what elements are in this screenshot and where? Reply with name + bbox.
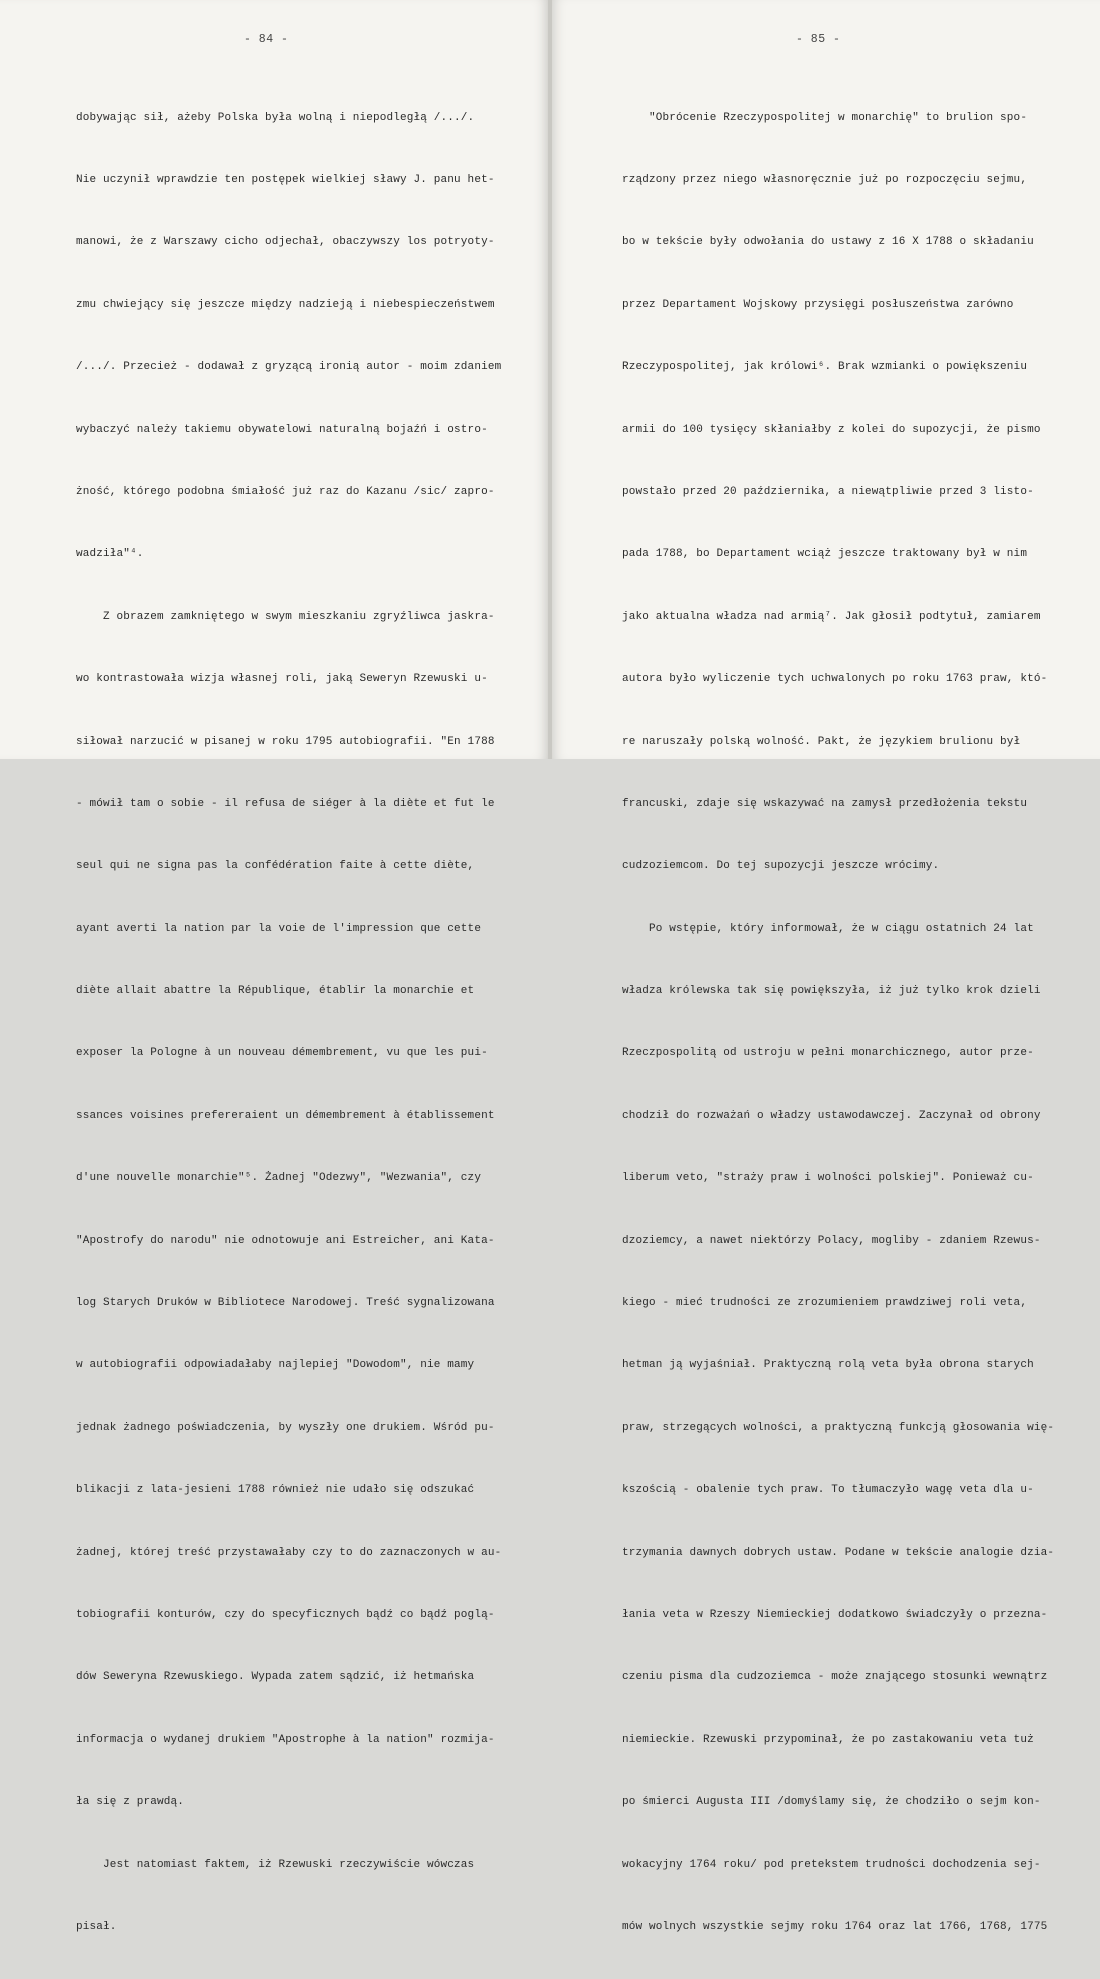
text-line: seul qui ne signa pas la confédération faite à cette diète,	[76, 860, 475, 873]
text-line: diète allait abattre la République, établir la monarchie et	[76, 985, 475, 998]
text-line: ła się z prawdą.	[76, 1796, 185, 1809]
text-line: niemieckie. Rzewuski przypominał, że po zastakowaniu veta tuż	[622, 1733, 1034, 1746]
text-line: powstało przed 20 października, a niewątpliwie przed 3 listo-	[622, 485, 1034, 498]
text-line: wokacyjny 1764 roku/ pod pretekstem trudności dochodzenia sej-	[622, 1858, 1041, 1871]
text-line: bo w tekście były odwołania do ustawy z 16 X 1788 o składaniu	[622, 236, 1034, 249]
text-line: liberum veto, "straży praw i wolności polskiej". Ponieważ cu-	[622, 1172, 1034, 1185]
text-line: mów wolnych wszystkie sejmy roku 1764 oraz lat 1766, 1768, 1775	[622, 1920, 1048, 1933]
text-line: władza królewska tak się powiększyła, iż już tylko krok dzieli	[622, 985, 1041, 998]
text-line: dobywając sił, ażeby Polska była wolną i niepodległą /.../.	[76, 111, 475, 124]
text-line: siłował narzucić w pisanej w roku 1795 autobiografii. "En 1788	[76, 735, 495, 748]
text-line: kiego - mieć trudności ze zrozumieniem prawdziwej roli veta,	[622, 1297, 1028, 1310]
text-line: francuski, zdaje się wskazywać na zamysł przedłożenia tekstu	[622, 797, 1028, 810]
text-line: dów Seweryna Rzewuskiego. Wypada zatem sądzić, iż hetmańska	[76, 1671, 475, 1684]
page-number-left: - 84 -	[244, 33, 289, 46]
text-line: Rzeczpospolitą od ustroju w pełni monarchicznego, autor prze-	[622, 1047, 1034, 1060]
text-line: log Starych Druków w Bibliotece Narodowej. Treść sygnalizowana	[76, 1297, 495, 1310]
text-line: Rzeczypospolitej, jak królowi⁶. Brak wzmianki o powiększeniu	[622, 361, 1028, 374]
text-line: dzoziemcy, a nawet niektórzy Polacy, mogliby - zdaniem Rzewus-	[622, 1234, 1041, 1247]
right-page-text	[622, 66, 1082, 1979]
text-line: Z obrazem zamkniętego w swym mieszkaniu zgryźliwca jaskra-	[76, 610, 495, 623]
page-number-right: - 85 -	[796, 33, 841, 46]
text-line: exposer la Pologne à un nouveau démembrement, vu que les pui-	[76, 1047, 488, 1060]
text-line: tobiografii konturów, czy do specyficznych bądź co bądź poglą-	[76, 1608, 495, 1621]
right-page	[552, 0, 1100, 1933]
text-line: d'une nouvelle monarchie"⁵. Żadnej "Odezwy", "Wezwania", czy	[76, 1172, 482, 1185]
text-line: czeniu pisma dla cudzoziemca - może znającego stosunki wewnątrz	[622, 1671, 1048, 1684]
text-line: armii do 100 tysięcy skłaniałby z kolei do supozycji, że pismo	[622, 423, 1041, 436]
text-line: jednak żadnego poświadczenia, by wyszły one drukiem. Wśród pu-	[76, 1421, 495, 1434]
text-line: pada 1788, bo Departament wciąż jeszcze traktowany był w nim	[622, 548, 1028, 561]
text-line: praw, strzegących wolności, a praktyczną funkcją głosowania wię-	[622, 1421, 1055, 1434]
text-line: w autobiografii odpowiadałaby najlepiej "Dowodom", nie mamy	[76, 1359, 475, 1372]
text-line: łania veta w Rzeszy Niemieckiej dodatkowo świadczyły o przezna-	[622, 1608, 1048, 1621]
text-line: informacja o wydanej drukiem "Apostrophe à la nation" rozmija-	[76, 1733, 495, 1746]
text-line: hetman ją wyjaśniał. Praktyczną rolą veta była obrona starych	[622, 1359, 1034, 1372]
text-line: przez Departament Wojskowy przysięgi posłuszeństwa zarówno	[622, 298, 1014, 311]
text-line: rządzony przez niego własnoręcznie już po rozpoczęciu sejmu,	[622, 173, 1028, 186]
text-line: pisał.	[76, 1920, 117, 1933]
text-line: cudzoziemcom. Do tej supozycji jeszcze wrócimy.	[622, 860, 940, 873]
text-line: chodził do rozważań o władzy ustawodawczej. Zaczynał od obrony	[622, 1109, 1041, 1122]
text-line: blikacji z lata-jesieni 1788 również nie udało się odszukać	[76, 1484, 475, 1497]
text-line: - mówił tam o sobie - il refusa de siéger à la diète et fut le	[76, 797, 495, 810]
text-line: żność, którego podobna śmiałość już raz do Kazanu /sic/ zapro-	[76, 485, 495, 498]
text-line: kszością - obalenie tych praw. To tłumaczyło wagę veta dla u-	[622, 1484, 1034, 1497]
left-page	[0, 0, 548, 1933]
text-line: jako aktualna władza nad armią⁷. Jak głosił podtytuł, zamiarem	[622, 610, 1041, 623]
text-line: wadziła"⁴.	[76, 548, 144, 561]
text-line: trzymania dawnych dobrych ustaw. Podane w tekście analogie dzia-	[622, 1546, 1055, 1559]
text-line: re naruszały polską wolność. Pakt, że językiem brulionu był	[622, 735, 1021, 748]
text-line: ayant averti la nation par la voie de l'impression que cette	[76, 922, 482, 935]
text-line: zmu chwiejący się jeszcze między nadzieją i niebespieczeństwem	[76, 298, 495, 311]
text-line: autora było wyliczenie tych uchwalonych po roku 1763 praw, któ-	[622, 673, 1048, 686]
text-line: ssances voisines prefereraient un démembrement à établissement	[76, 1109, 495, 1122]
text-line: "Apostrofy do narodu" nie odnotowuje ani Estreicher, ani Kata-	[76, 1234, 495, 1247]
text-line: "Obrócenie Rzeczypospolitej w monarchię" to brulion spo-	[622, 111, 1028, 124]
text-line: wo kontrastowała wizja własnej roli, jaką Seweryn Rzewuski u-	[76, 673, 488, 686]
text-line: Nie uczynił wprawdzie ten postępek wielkiej sławy J. panu het-	[76, 173, 495, 186]
text-line: Po wstępie, który informował, że w ciągu ostatnich 24 lat	[622, 922, 1034, 935]
text-line: manowi, że z Warszawy cicho odjechał, obaczywszy los potryoty-	[76, 236, 495, 249]
left-page-text	[76, 66, 516, 1979]
text-line: Jest natomiast faktem, iż Rzewuski rzeczywiście wówczas	[76, 1858, 475, 1871]
text-line: wybaczyć należy takiemu obywatelowi naturalną bojaźń i ostro-	[76, 423, 488, 436]
text-line: po śmierci Augusta III /domyślamy się, że chodziło o sejm kon-	[622, 1796, 1041, 1809]
text-line: żadnej, której treść przystawałaby czy to do zaznaczonych w au-	[76, 1546, 502, 1559]
text-line: /.../. Przecież - dodawał z gryzącą ironią autor - moim zdaniem	[76, 361, 502, 374]
